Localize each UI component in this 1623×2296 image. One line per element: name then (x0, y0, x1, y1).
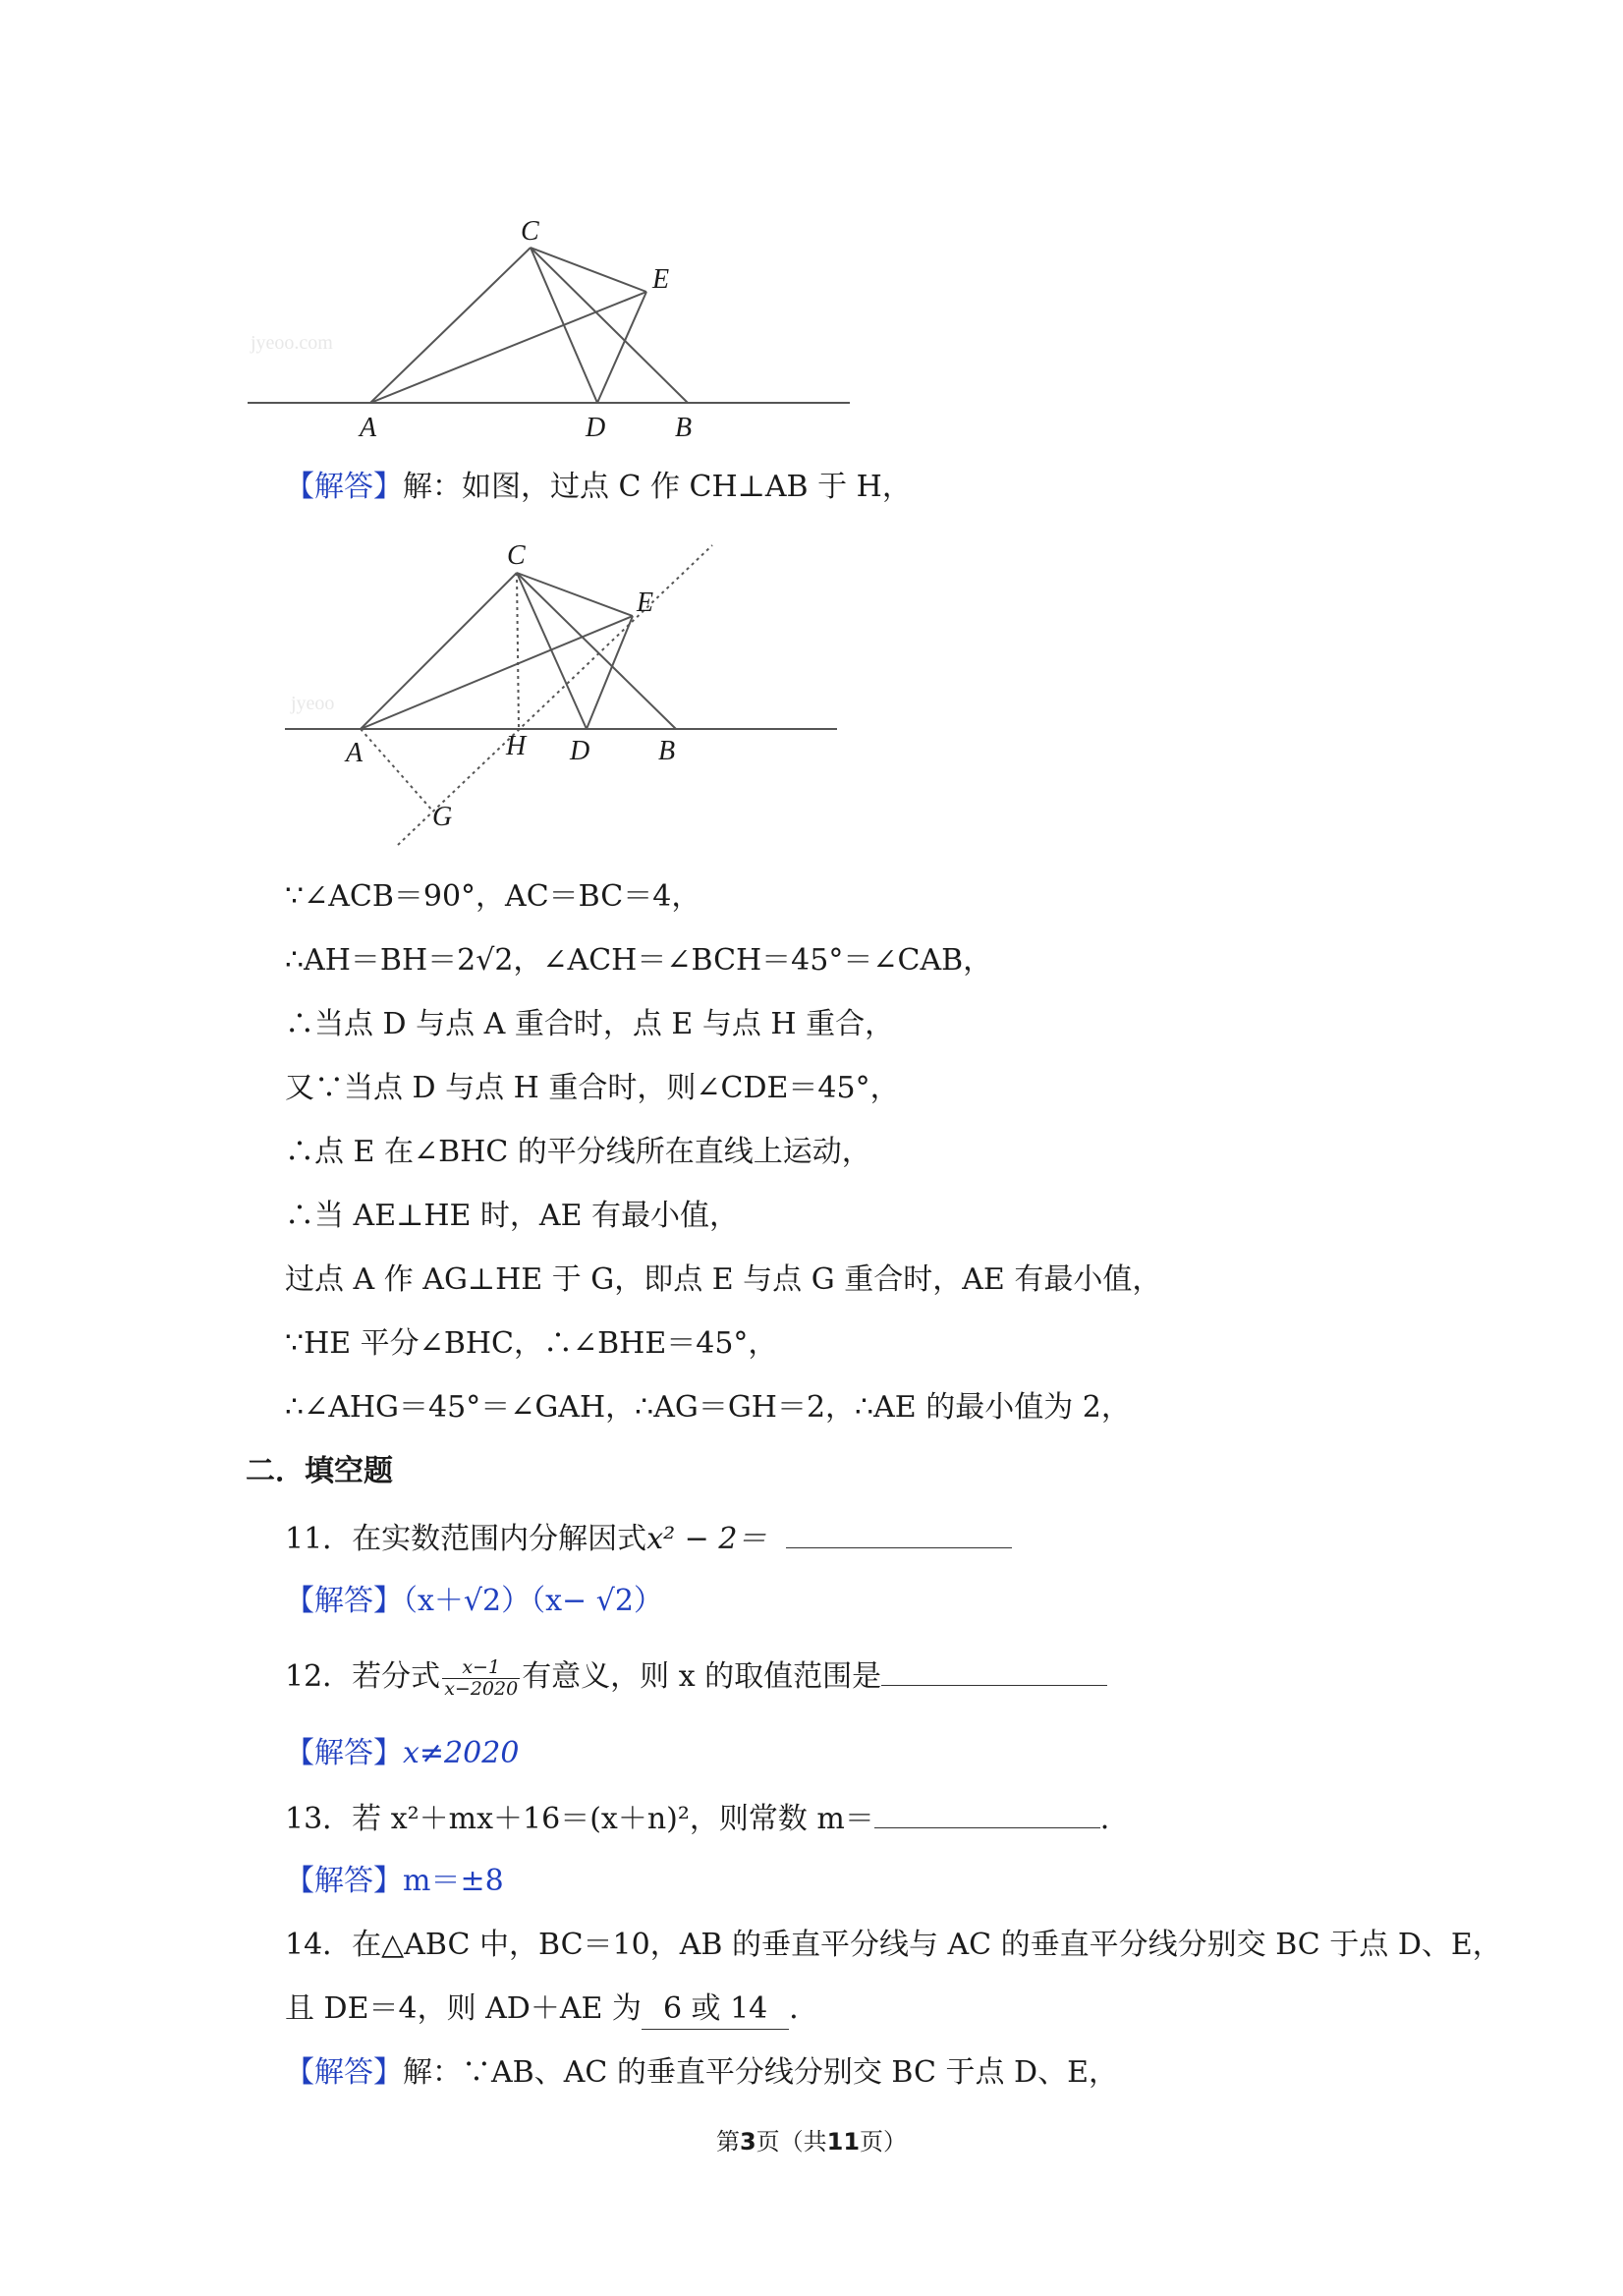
fig2-label-e: E (637, 588, 654, 618)
fig1-label-b: B (675, 413, 693, 443)
q14-answer (285, 2053, 1118, 2093)
question-13 (285, 1798, 1130, 1839)
fig1-label-d: D (586, 413, 606, 443)
q13-answer (285, 1862, 504, 1901)
q13-text: 13．若 x²＋mx＋16＝(x＋n)²，则常数 m＝ (285, 1802, 874, 1836)
fig1-label-c: C (521, 216, 539, 247)
q14-filled-blank: 6 或 14 (642, 1989, 789, 2030)
fig2-dotted-ag (361, 729, 433, 812)
q11-answer-text: （x＋√2）（x− √2） (403, 1584, 663, 1618)
fig2-segment-ae (361, 616, 633, 729)
q11-prefix: 11．在实数范围内分解因式 (285, 1522, 647, 1556)
fig2-label-h: H (506, 731, 527, 761)
solution-intro (285, 468, 912, 507)
figure-2 (285, 545, 837, 845)
fig2-watermark: jyeoo (291, 693, 335, 714)
fig2-label-c: C (507, 540, 526, 571)
q13-answer-blank[interactable] (874, 1798, 1100, 1828)
q12-suffix: 有意义，则 x 的取值范围是 (522, 1659, 882, 1694)
q13-end: ． (1099, 1802, 1130, 1836)
fig1-segment-ac (370, 248, 531, 403)
q13-answer-text: m＝±8 (403, 1864, 504, 1898)
proof-line: 又∵当点 D 与点 H 重合时，则∠CDE＝45°， (285, 1071, 900, 1105)
q11-answer-blank[interactable] (786, 1518, 1012, 1548)
proof-line: ∵∠ACB＝90°，AC＝BC＝4， (285, 879, 701, 914)
q12-fraction (442, 1657, 520, 1700)
q12-prefix: 12．若分式 (285, 1659, 441, 1694)
figure-1 (248, 248, 850, 403)
figures-layer (0, 0, 1623, 884)
fig1-segment-ce (531, 248, 646, 292)
q12-answer-blank[interactable] (881, 1655, 1107, 1686)
question-14-line-1: 14．在△ABC 中，BC＝10，AB 的垂直平分线与 AC 的垂直平分线分别交 BC 于点 D、E， (285, 1928, 1502, 1962)
q12-fraction-numerator: x−1 (442, 1657, 520, 1679)
answer-tag: 【解答】 (285, 1864, 403, 1898)
section-heading: 二．填空题 (246, 1454, 393, 1488)
fig2-label-d: D (570, 736, 590, 766)
q12-answer-text: x≠2020 (403, 1736, 520, 1770)
proof-line: 过点 A 作 AG⊥HE 于 G，即点 E 与点 G 重合时，AE 有最小值， (285, 1262, 1162, 1297)
proof-line: ∴点 E 在∠BHC 的平分线所在直线上运动， (285, 1135, 871, 1169)
fig1-watermark: jyeoo.com (251, 332, 333, 354)
fig1-label-a: A (360, 413, 377, 443)
footer-middle: 页（共 (756, 2128, 827, 2156)
answer-tag: 【解答】 (285, 1736, 403, 1770)
fig2-label-g: G (432, 802, 453, 832)
proof-line: ∴∠AHG＝45°＝∠GAH，∴AG＝GH＝2，∴AE 的最小值为 2， (285, 1390, 1131, 1425)
fig2-label-b: B (658, 736, 676, 766)
question-12 (285, 1655, 1107, 1700)
q14-line2-end: ． (789, 1991, 819, 2026)
fig2-dotted-ge (398, 545, 712, 845)
q12-answer (285, 1734, 519, 1773)
q11-expr: x² − 2＝ (646, 1522, 767, 1556)
proof-line: ∴AH＝BH＝2√2，∠ACH＝∠BCH＝45°＝∠CAB， (285, 943, 993, 978)
fig2-label-a: A (346, 738, 364, 768)
answer-tag: 【解答】 (285, 2055, 403, 2090)
proof-line: ∴当点 D 与点 A 重合时，点 E 与点 H 重合， (285, 1007, 895, 1041)
page-footer (0, 2122, 1623, 2156)
footer-prefix: 第 (715, 2128, 740, 2156)
fig2-segment-cd (517, 573, 587, 729)
q12-fraction-denominator: x−2020 (444, 1677, 519, 1700)
q14-line2-prefix: 且 DE＝4，则 AD＋AE 为 (285, 1991, 642, 2026)
answer-tag: 【解答】 (285, 470, 403, 504)
fig1-label-e: E (652, 264, 670, 295)
q11-answer (285, 1582, 663, 1621)
question-11 (285, 1518, 1012, 1559)
proof-line: ∵HE 平分∠BHC，∴∠BHE＝45°， (285, 1326, 778, 1361)
fig2-segment-ac (361, 573, 517, 729)
footer-page-number: 3 (739, 2128, 756, 2156)
question-14-line-2 (285, 1989, 818, 2030)
footer-total-pages: 11 (826, 2128, 861, 2156)
fig2-dotted-ch (517, 573, 519, 729)
answer-tag: 【解答】 (285, 1584, 403, 1618)
solution-intro-text: 解：如图，过点 C 作 CH⊥AB 于 H， (403, 470, 912, 504)
footer-suffix: 页） (860, 2128, 908, 2156)
proof-line: ∴当 AE⊥HE 时，AE 有最小值， (285, 1199, 740, 1233)
q14-answer-text: 解：∵AB、AC 的垂直平分线分别交 BC 于点 D、E， (403, 2055, 1118, 2090)
